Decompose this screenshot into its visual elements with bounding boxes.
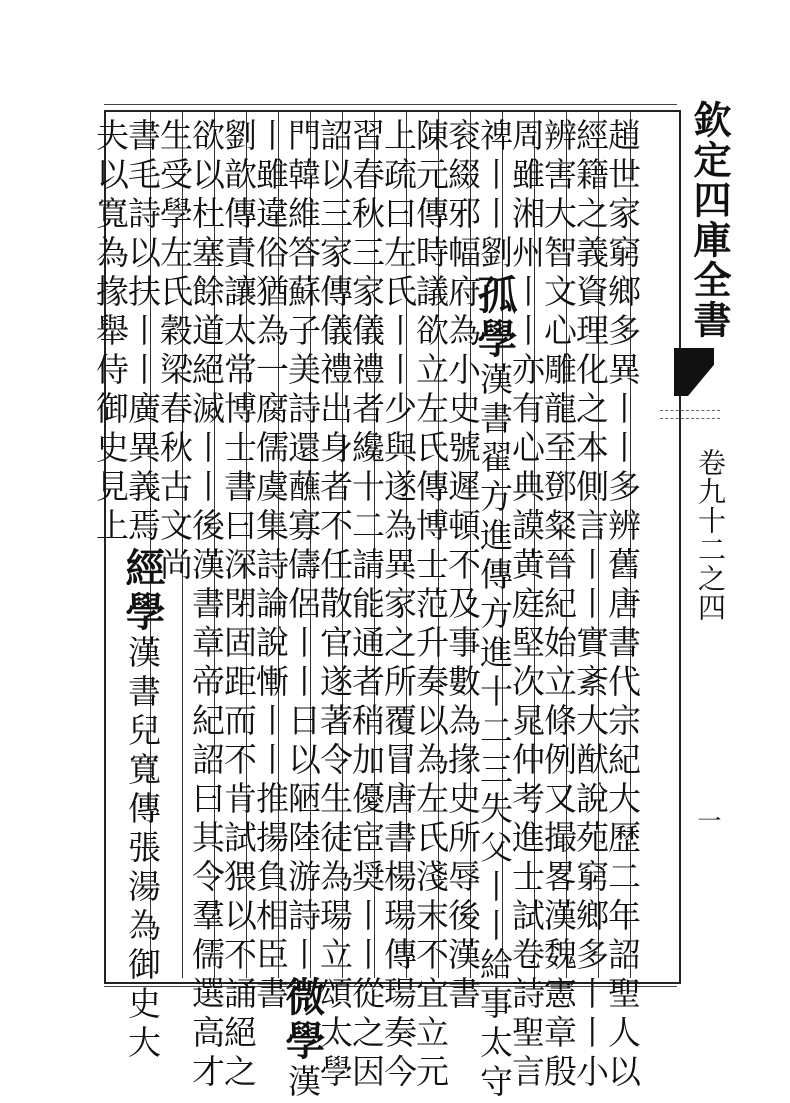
text-segment: 說苑窮鄉多丨丨小 <box>571 781 610 1093</box>
frame-top-rule <box>104 104 677 105</box>
text-segment: 經籍之義資理化之本側言丨丨實紊大猷 <box>571 118 610 781</box>
text-column <box>279 118 326 1103</box>
text-column <box>507 118 546 1093</box>
text-segment: 漢 <box>283 1064 322 1103</box>
text-segment: 詔以三家傳儀禮出身者不任散官遂著令生徒為瑒立頌太學 <box>315 118 354 1093</box>
text-column <box>443 118 482 1015</box>
text-segment: 陳元傳時議欲立左氏傳博士范升奏以為左氏淺末不宜立元 <box>411 118 450 1093</box>
text-column <box>379 118 418 1093</box>
text-segment: 府為小史號遲頓不及事數為掾史所辱後漢書 <box>443 274 482 1015</box>
text-segment: 漢書翟方進傳方進十二三失父丨丨給事太守 <box>475 362 514 1103</box>
text-segment: 禆丨丨劉 <box>475 118 514 274</box>
heading-term: 微學 <box>279 976 326 1064</box>
text-segment: 夫以寬為掾舉侍御史見上 <box>91 118 130 547</box>
text-column <box>315 118 354 1093</box>
margin-divider <box>660 410 720 411</box>
text-column <box>119 118 166 1064</box>
text-column <box>411 118 450 1093</box>
text-segment: 門韓維答蘇子美詩還蘸寡儔侶丨丨日以陋陸游詩丨 <box>283 118 322 976</box>
volume-label: 卷九十二之四 <box>694 448 727 622</box>
text-column <box>91 118 130 974</box>
heading-term: 孤學 <box>471 274 518 362</box>
text-column <box>155 118 194 974</box>
text-column <box>539 118 578 1093</box>
text-column <box>571 118 610 1093</box>
text-segment: 劉歆傳責讓太常博士書曰深閉固距而不肯試猥以不誦絕之 <box>219 118 258 1093</box>
text-segment: 書毛詩以扶丨丨廣異義焉 <box>123 118 162 547</box>
text-segment: 漢書兒寬傳張湯為御史大 <box>123 635 162 1064</box>
heading-term: 經學 <box>119 547 166 635</box>
text-segment: 習春秋三家儀禮者纔十二請能通者稍加優宦奨丨丨從之因 <box>347 118 386 1093</box>
text-column <box>219 118 258 1093</box>
text-column <box>187 118 226 1093</box>
margin-divider <box>660 418 720 419</box>
text-segment: 欲以杜塞餘道絕滅丨丨後漢書章帝紀詔曰其令羣儒選高才 <box>187 118 226 1093</box>
text-segment: 生受學左氏穀梁春秋古文尚 <box>155 118 194 586</box>
text-segment: 丨雖違俗猶為一腐儒虞集詩論說慚丨丨推揚負相臣 <box>251 118 290 976</box>
text-segment: 衮綴邪幅 <box>443 118 482 274</box>
text-segment: 書 <box>251 976 290 1015</box>
text-column <box>347 118 386 1093</box>
text-column <box>603 118 642 1093</box>
text-column <box>471 118 518 1103</box>
margin-title: 欽定四庫全書 <box>687 100 732 340</box>
text-column <box>251 118 290 1015</box>
text-segment: 趙世家窮鄉多異丨丨多辨 <box>603 118 642 547</box>
text-segment: 辨害大智文心雕龍至鄧粲晉紀始立條例又撮畧漢魏憲章殷 <box>539 118 578 1093</box>
text-segment: 上疏曰左氏丨丨少與遂為異家之所覆冒唐書楊瑒傳瑒奏今 <box>379 118 418 1093</box>
page-number: 一 <box>693 808 721 832</box>
text-segment: 周雖湘州丨丨亦有心典謨黄庭堅次晁仲考進士試卷詩聖言 <box>507 118 546 1093</box>
text-segment: 舊唐書代宗紀大歷二年詔聖人以 <box>603 547 642 1093</box>
